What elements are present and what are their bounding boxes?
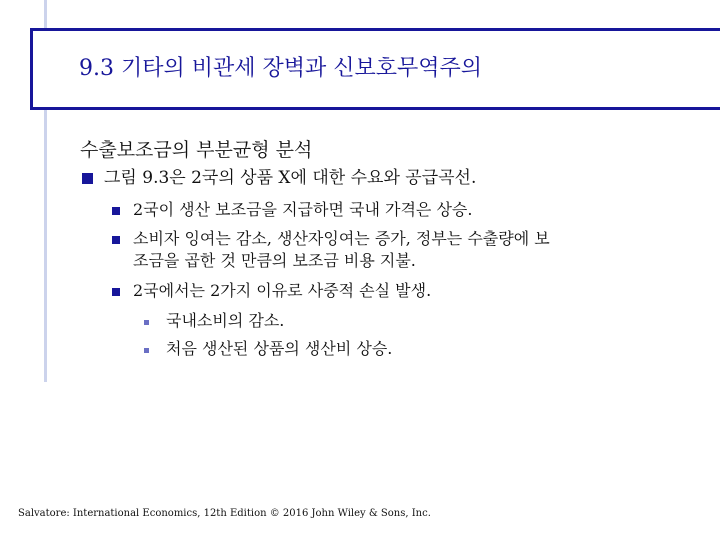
bullet-item: 소비자 잉여는 감소, 생산자잉여는 증가, 정부는 수출량에 보 [133,229,550,248]
bullet-item: 2국이 생산 보조금을 지급하면 국내 가격은 상승. [133,200,473,219]
bullet-item: 처음 생산된 상품의 생산비 상승. [166,339,393,358]
bullet-item: 2국에서는 2가지 이유로 사중적 손실 발생. [133,281,432,300]
slide-title: 9.3 기타의 비관세 장벽과 신보호무역주의 [79,56,482,81]
bullet-item: 국내소비의 감소. [166,311,285,330]
bullet-item: 그림 9.3은 2국의 상품 X에 대한 수요와 공급곡선. [104,168,477,188]
section-heading: 수출보조금의 부분균형 분석 [80,139,313,161]
bullet-square-icon [144,348,149,353]
bullet-square-icon [112,207,120,215]
title-frame [30,28,720,110]
bullet-item-continuation: 조금을 곱한 것 만큼의 보조금 비용 지불. [133,251,416,270]
bullet-square-icon [112,236,120,244]
bullet-square-icon [82,173,93,184]
footer-citation: Salvatore: International Economics, 12th Edition © 2016 John Wiley & Sons, Inc. [18,508,431,519]
bullet-square-icon [112,288,120,296]
bullet-square-icon [144,320,149,325]
